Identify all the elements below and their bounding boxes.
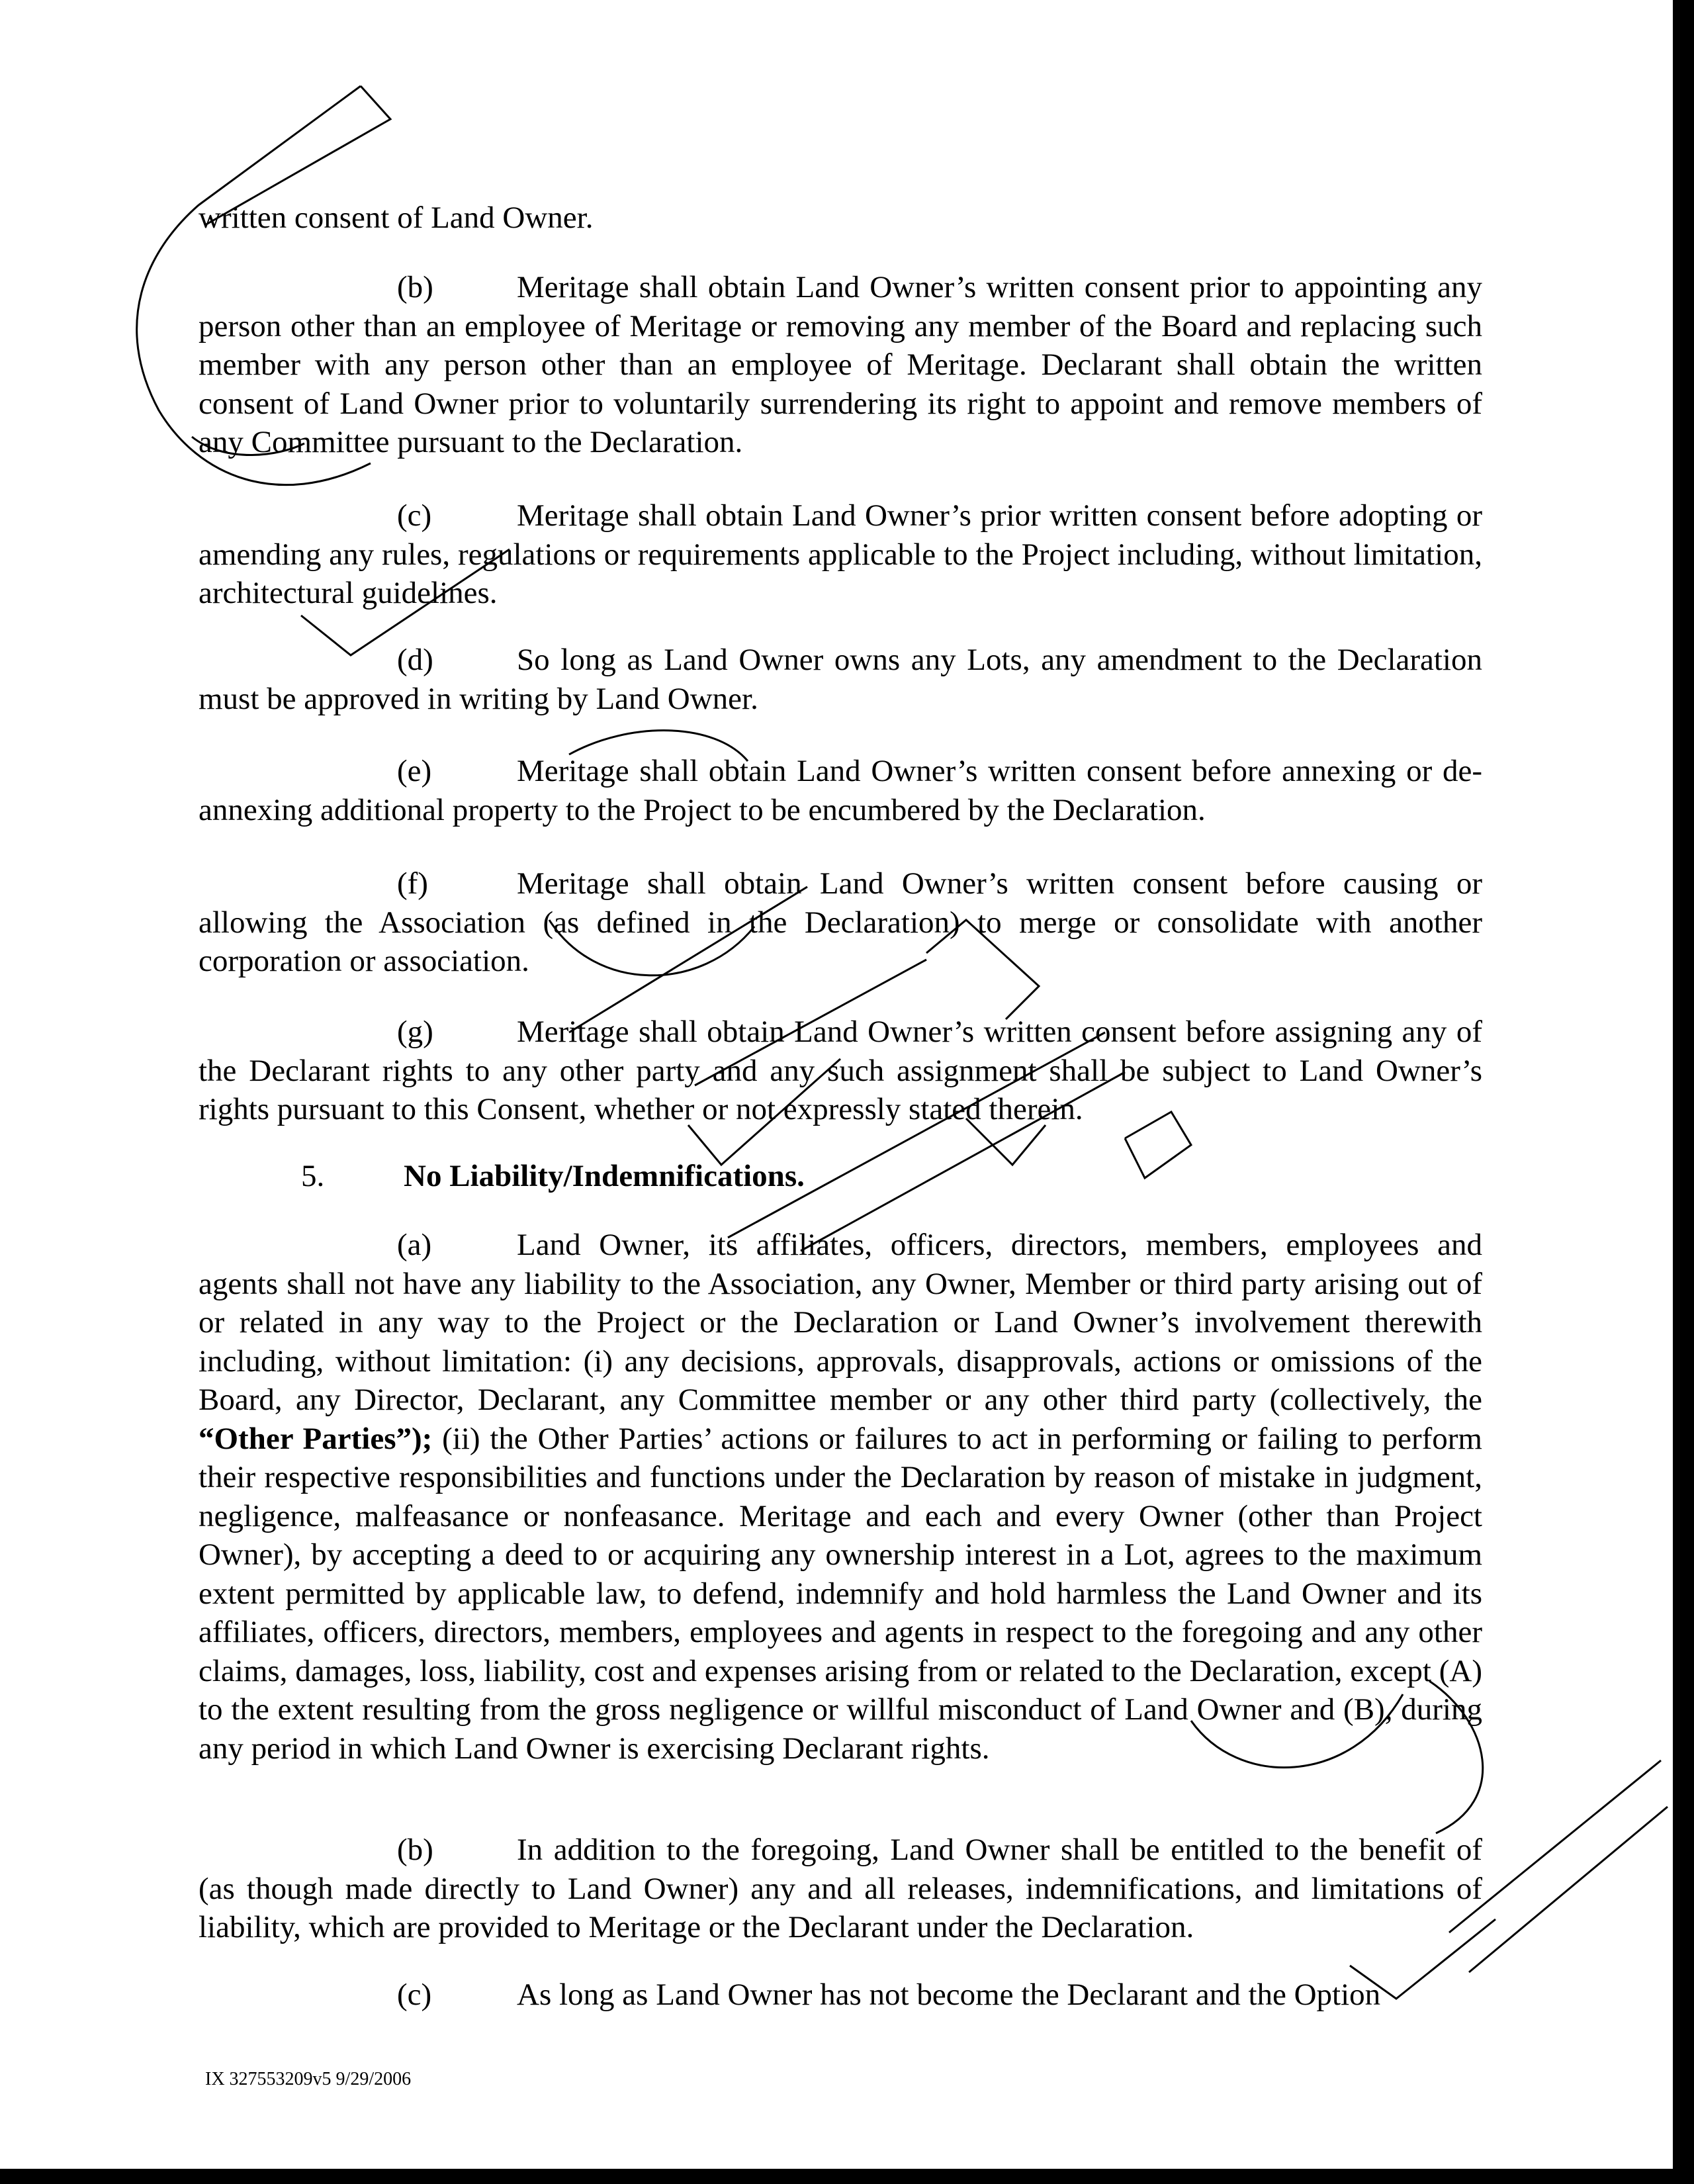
paragraph-5c <box>199 1976 1482 2015</box>
footer-document-id: IX 327553209v5 9/29/2006 <box>205 2069 412 2089</box>
paragraph-b-label: (b) <box>397 270 433 304</box>
continuation-text: written consent of Land Owner. <box>199 201 594 235</box>
paragraph-c-label: (c) <box>397 498 432 533</box>
section-title: No Liability/Indemnifications. <box>404 1159 805 1193</box>
scan-edge-right <box>1673 0 1694 2184</box>
defined-term-other-parties: “Other Parties”); <box>199 1421 433 1456</box>
paragraph-e <box>199 752 1482 829</box>
paragraph-5a-text-2: (ii) the Other Parties’ actions or failures to act in performing or failing to perform their respective responsibilities and functions under the Declaration by reason of mistake in judgment, negligence, malfeasance or nonfeasance. Meritage and each and every Owner (other than Project Owner), by accepting a deed to or acquiring any ownership interest in a Lot, agrees to the maximum extent permitted by applicable law, to defend, indemnify and hold harmless the Land Owner and its affiliates, officers, directors, members, employees and agents in respect to the foregoing and any other claims, damages, loss, liability, cost and expenses arising from or related to the Declaration, except (A) to the extent resulting from the gross negligence or willful misconduct of Land Owner and (B), during any period in which Land Owner is exercising Declarant rights. <box>199 1421 1482 1766</box>
paragraph-b-text: Meritage shall obtain Land Owner’s written consent prior to appointing any person other than an employee of Meritage or removing any member of the Board and replacing such member with any person other than an employee of Meritage. Declarant shall obtain the written consent of Land Owner prior to voluntarily surrendering its right to appoint and remove members of any Committee pursuant to the Declaration. <box>199 270 1482 459</box>
paragraph-5a-label: (a) <box>397 1228 432 1262</box>
paragraph-5b-label: (b) <box>397 1833 433 1867</box>
paragraph-c-text: Meritage shall obtain Land Owner’s prior written consent before adopting or amending any rules, regulations or requirements applicable to the Project including, without limitation, architectural guidelines. <box>199 498 1482 610</box>
paragraph-5a-text-1: Land Owner, its affiliates, officers, directors, members, employees and agents shall not have any liability to the Association, any Owner, Member or third party arising out of or related in any way to the Project or the Declaration or Land Owner’s involvement therewith including, without limitation: (i) any decisions, approvals, disapprovals, actions or omissions of the Board, any Director, Declarant, any Committee member or any other third party (collectively, the <box>199 1228 1482 1417</box>
paragraph-f-text: Meritage shall obtain Land Owner’s written consent before causing or allowing the Association (as defined in the Declaration) to merge or consolidate with another corporation or association. <box>199 866 1482 978</box>
paragraph-f-label: (f) <box>397 866 428 901</box>
paragraph-5c-label: (c) <box>397 1978 432 2012</box>
paragraph-g <box>199 1013 1482 1129</box>
paragraph-5b-text: In addition to the foregoing, Land Owner shall be entitled to the benefit of (as though made directly to Land Owner) any and all releases, indemnifications, and limitations of liability, which are provided to Meritage or the Declarant under the Declaration. <box>199 1833 1482 1944</box>
paragraph-e-text: Meritage shall obtain Land Owner’s written consent before annexing or de-annexing additional property to the Project to be encumbered by the Declaration. <box>199 754 1482 827</box>
paragraph-d <box>199 641 1482 718</box>
paragraph-f <box>199 864 1482 981</box>
paragraph-d-text: So long as Land Owner owns any Lots, any amendment to the Declaration must be approved in writing by Land Owner. <box>199 643 1482 716</box>
scan-edge-bottom <box>0 2169 1694 2184</box>
paragraph-5a <box>199 1226 1482 1768</box>
paragraph-continuation <box>199 199 1482 238</box>
paragraph-5c-text: As long as Land Owner has not become the Declarant and the Option <box>517 1978 1381 2012</box>
paragraph-5b <box>199 1831 1482 1947</box>
paragraph-g-text: Meritage shall obtain Land Owner’s written consent before assigning any of the Declarant rights to any other party and any such assignment shall be subject to Land Owner’s rights pursuant to this Consent, whether or not expressly stated therein. <box>199 1015 1482 1126</box>
paragraph-b <box>199 268 1482 462</box>
paragraph-e-label: (e) <box>397 754 432 788</box>
paragraph-c <box>199 496 1482 613</box>
paragraph-d-label: (d) <box>397 643 433 677</box>
section-number: 5. <box>301 1159 325 1193</box>
paragraph-g-label: (g) <box>397 1015 433 1049</box>
section-5-heading <box>301 1157 805 1195</box>
